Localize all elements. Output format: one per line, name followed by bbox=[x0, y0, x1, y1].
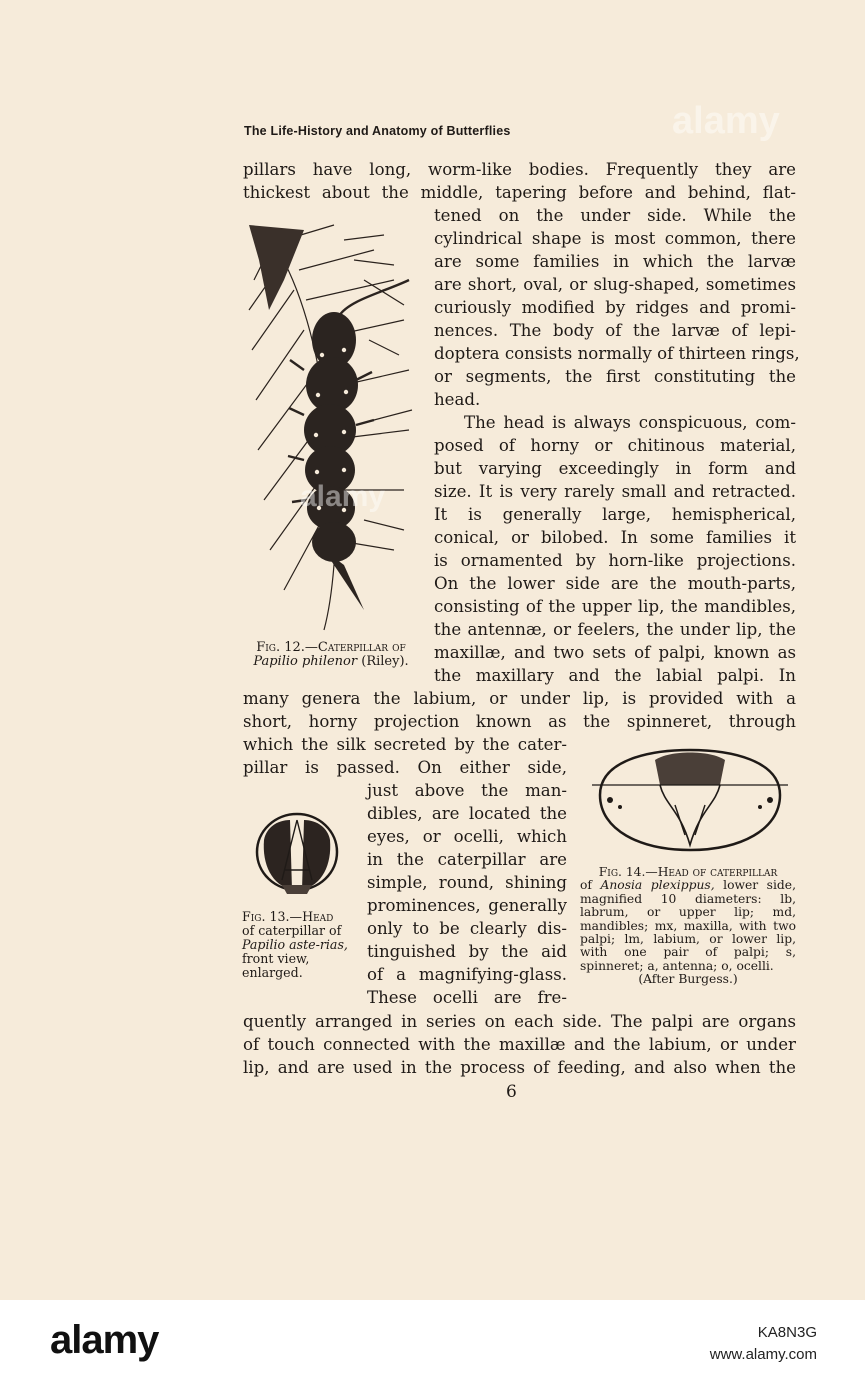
text-line: the antennæ, or feelers, the under lip, the bbox=[434, 620, 796, 639]
text-line: pillar is passed. On either side, bbox=[243, 758, 567, 777]
text-line: tinguished by the aid bbox=[367, 942, 567, 961]
text-line: curiously modified by ridges and promi- bbox=[434, 298, 796, 317]
text-line: nences. The body of the larvæ of lepi- bbox=[434, 321, 796, 340]
caption-text: front view, bbox=[242, 951, 310, 966]
image-id: KA8N3G bbox=[757, 1324, 817, 1341]
caption-text: of caterpillar of bbox=[242, 923, 342, 938]
figure-13-caption bbox=[242, 910, 350, 980]
caption-text: enlarged. bbox=[242, 965, 303, 980]
caption-species: Papilio philenor bbox=[253, 654, 358, 669]
text-line: These ocelli are fre- bbox=[367, 988, 567, 1007]
text-line: of touch connected with the maxillæ and the labium, or under bbox=[243, 1035, 796, 1054]
caption-label: Fig. 12.—Caterpillar of bbox=[256, 640, 406, 655]
text-line: only to be clearly dis- bbox=[367, 919, 567, 938]
caption-credit: (After Burgess.) bbox=[638, 972, 738, 987]
alamy-logo: alamy bbox=[50, 1318, 159, 1362]
text-line: the maxillary and the labial palpi. In bbox=[434, 666, 796, 685]
text-line: tened on the under side. While the bbox=[434, 206, 796, 225]
caption-species: Anosia plexippus, bbox=[600, 878, 715, 893]
text-line: conical, or bilobed. In some families it bbox=[434, 528, 796, 547]
caterpillar-illustration bbox=[244, 220, 414, 635]
figure-12-caption bbox=[246, 641, 416, 669]
text-line: which the silk secreted by the cater- bbox=[243, 735, 567, 754]
text-line: is ornamented by horn-like projections. bbox=[434, 551, 796, 570]
text-line: On the lower side are the mouth-parts, bbox=[434, 574, 796, 593]
watermark: alamy bbox=[300, 480, 386, 513]
site-url: www.alamy.com bbox=[709, 1346, 817, 1363]
text-line: quently arranged in series on each side. The palpi are organs bbox=[243, 1012, 796, 1031]
image-id-block bbox=[710, 1322, 817, 1366]
caption-label: Fig. 14.—Head of caterpillar bbox=[598, 865, 778, 879]
running-head: The Life-History and Anatomy of Butterflies bbox=[244, 124, 511, 138]
text-line: size. It is very rarely small and retracted. bbox=[434, 482, 796, 501]
text-line: many genera the labium, or under lip, is provided with a bbox=[243, 689, 796, 708]
caption-label: Fig. 13.—Head bbox=[242, 909, 334, 924]
text-line: are some families in which the larvæ bbox=[434, 252, 796, 271]
caption-text: of bbox=[580, 878, 601, 893]
text-line: consisting of the upper lip, the mandibles, bbox=[434, 597, 796, 616]
text-line: doptera consists normally of thirteen rings, bbox=[434, 344, 800, 363]
text-line: thickest about the middle, tapering before and behind, flat- bbox=[243, 183, 796, 202]
caption-text: lower side, magnified 10 diameters: lb, labrum, or upper lip; md, mandibles; mx, maxilla, with two palpi; lm, labium, or lower lip, with one pair of palpi; s, spinneret; a, antenna; o, ocelli. bbox=[580, 878, 796, 973]
text-line: maxillæ, and two sets of palpi, known as bbox=[434, 643, 796, 662]
text-line: lip, and are used in the process of feeding, and also when the bbox=[243, 1058, 796, 1077]
caption-species: Papilio aste-rias, bbox=[242, 937, 348, 952]
caption-credit: (Riley). bbox=[357, 654, 409, 669]
text-line: or segments, the first constituting the bbox=[434, 367, 796, 386]
text-line: The head is always conspicuous, com- bbox=[464, 413, 796, 432]
text-line: short, horny projection known as the spinneret, through bbox=[243, 712, 796, 731]
text-line: posed of horny or chitinous material, bbox=[434, 436, 796, 455]
text-line: just above the man- bbox=[367, 781, 567, 800]
text-line: pillars have long, worm-like bodies. Frequently they are bbox=[243, 160, 796, 179]
text-line: eyes, or ocelli, which bbox=[367, 827, 567, 846]
caterpillar-head-lower-side-illustration bbox=[590, 745, 790, 855]
text-line: of a magnifying-glass. bbox=[367, 965, 567, 984]
caterpillar-head-front-illustration bbox=[252, 810, 342, 900]
text-line: cylindrical shape is most common, there bbox=[434, 229, 796, 248]
text-line: dibles, are located the bbox=[367, 804, 567, 823]
text-line: It is generally large, hemispherical, bbox=[434, 505, 796, 524]
text-line: are short, oval, or slug-shaped, sometimes bbox=[434, 275, 796, 294]
text-line: but varying exceedingly in form and bbox=[434, 459, 796, 478]
page-number: 6 bbox=[506, 1082, 517, 1102]
watermark: alamy bbox=[672, 100, 780, 142]
text-line: head. bbox=[434, 390, 481, 409]
text-line: simple, round, shining bbox=[367, 873, 567, 892]
text-line: prominences, generally bbox=[367, 896, 567, 915]
text-line: in the caterpillar are bbox=[367, 850, 567, 869]
figure-14-caption bbox=[580, 866, 796, 987]
